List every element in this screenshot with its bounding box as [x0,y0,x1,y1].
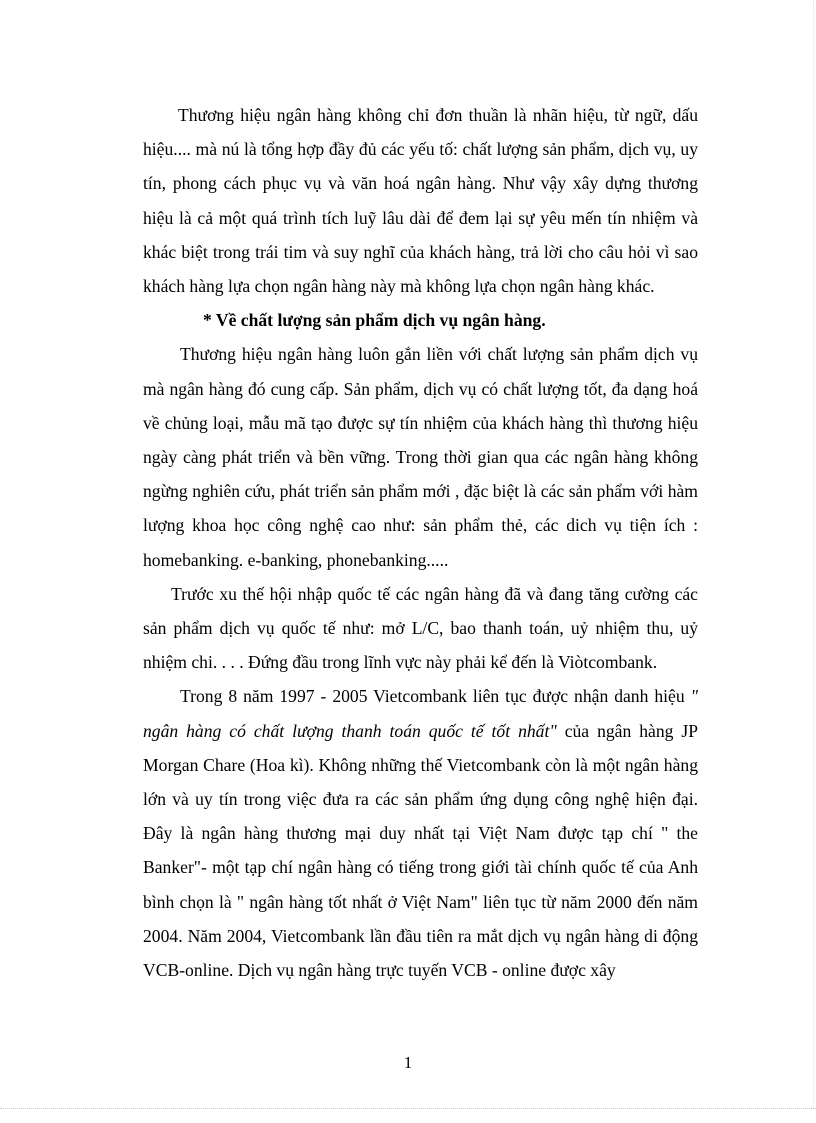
page-right-edge [813,0,814,1108]
paragraph-vietcombank [143,679,698,987]
document-body [143,98,698,987]
paragraph-service-quality: Thương hiệu ngân hàng luôn gắn liền với chất lượng sản phẩm dịch vụ mà ngân hàng đó cung cấp. Sản phẩm, dịch vụ có chất lượng tốt, đa dạng hoá về chủng loại, mẫu mã tạo được sự tín nhiệm của khách hàng thì thương hiệu ngày càng phát triển và bền vững. Trong thời gian qua các ngân hàng không ngừng nghiên cứu, phát triển sản phẩm mới , đặc biệt là các sản phẩm với hàm lượng khoa học công nghệ cao như: sản phẩm thẻ, các dich vụ tiện ích : homebanking. e-banking, phonebanking..... [143,344,698,570]
page-number: 1 [403,1053,413,1072]
award-title-italic: " ngân hàng có chất lượng thanh toán quốc tế tốt nhất" [143,686,698,741]
paragraph-vietcombank-start: Trong 8 năm 1997 - 2005 Vietcombank liên tục được nhận danh hiệu [180,686,691,707]
page-bottom-edge [0,1108,816,1109]
section-heading-service-quality: * Về chất lượng sản phẩm dịch vụ ngân hàng. [203,310,546,331]
paragraph-vietcombank-end: của ngân hàng JP Morgan Chare (Hoa kì). Không những thế Vietcombank còn là một ngân hàng lớn và uy tín trong việc đưa ra các sản phẩm ứng dụng công nghệ hiện đại. Đây là ngân hàng thương mại duy nhất tại Việt Nam được tạp chí " the Banker"- một tạp chí ngân hàng có tiếng trong giới tài chính quốc tế của Anh bình chọn là " ngân hàng tốt nhất ở Việt Nam" liên tục từ năm 2000 đến năm 2004. Năm 2004, Vietcombank lần đầu tiên ra mắt dịch vụ ngân hàng di động VCB-online. Dịch vụ ngân hàng trực tuyến VCB - online được xây [143,720,698,981]
paragraph-international-integration: Trước xu thế hội nhập quốc tế các ngân hàng đã và đang tăng cường các sản phẩm dịch vụ quốc tế như: mở L/C, bao thanh toán, uỷ nhiệm thu, uỷ nhiệm chi. . . . Đứng đầu trong lĩnh vực này phải kể đến là Viòtcombank. [143,583,698,673]
paragraph-brand-definition: Thương hiệu ngân hàng không chỉ đơn thuần là nhãn hiệu, từ ngữ, dấu hiệu.... mà nú là tổng hợp đầy đủ các yếu tố: chất lượng sản phẩm, dịch vụ, uy tín, phong cách phục vụ và văn hoá ngân hàng. Như vậy xây dựng thương hiệu là cả một quá trình tích luỹ lâu dài để đem lại sự yêu mến tín nhiệm và khác biệt trong trái tim và suy nghĩ của khách hàng, trả lời cho câu hỏi vì sao khách hàng lựa chọn ngân hàng này mà không lựa chọn ngân hàng khác. [143,105,698,297]
